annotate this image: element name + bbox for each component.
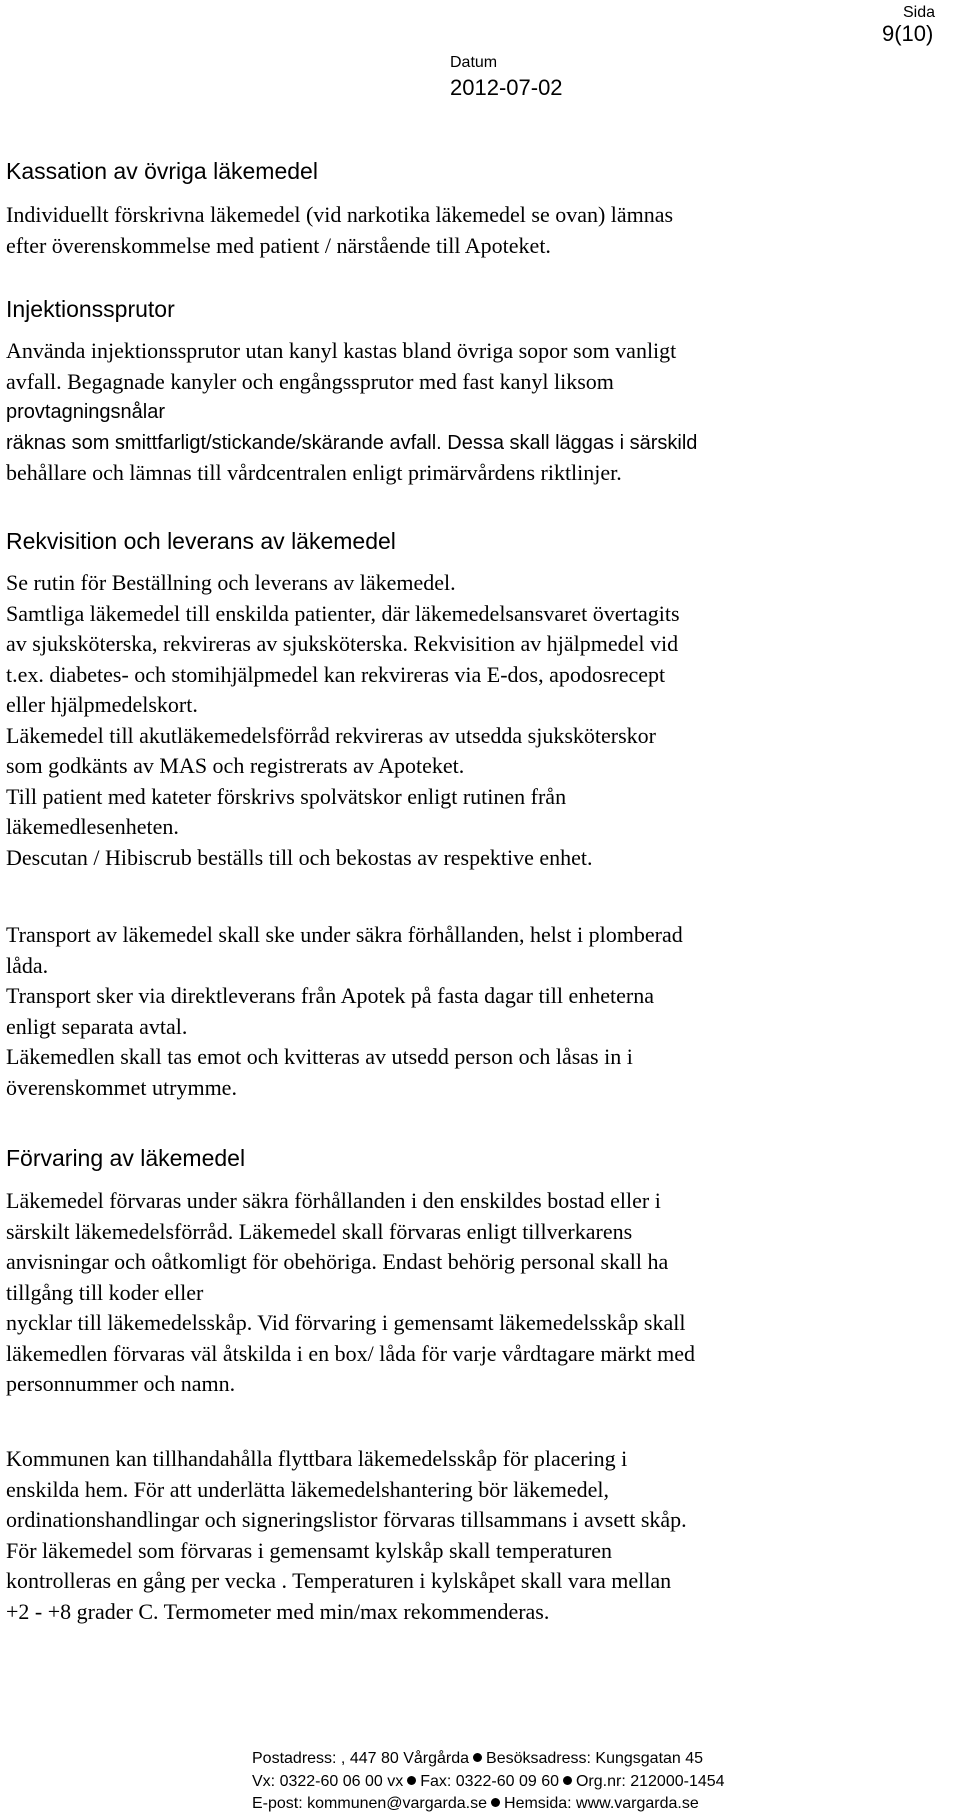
paragraph-injektionssprutor [6, 336, 697, 489]
visiting-address: Besöksadress: Kungsgatan 45 [486, 1750, 704, 1767]
text-line: anvisningar och oåtkomligt för obehöriga. Endast behörig personal skall ha [6, 1249, 669, 1274]
bullet-icon [563, 1776, 572, 1785]
text-line: läkemedlesenheten. [6, 814, 179, 839]
paragraph-transport [6, 920, 683, 1103]
text-line: överenskommet utrymme. [6, 1074, 237, 1100]
text-line: Transport av läkemedel skall ske under säkra förhållanden, helst i plomberad [6, 922, 683, 947]
heading-kassation: Kassation av övriga läkemedel [6, 158, 318, 184]
postal-address: Postadress: , 447 80 Vårgårda [252, 1750, 470, 1767]
text-line: Läkemedel till akutläkemedelsförråd rekvireras av utsedda sjuksköterskor [6, 722, 656, 748]
text-line: enskilda hem. För att underlätta läkemedelshantering bör läkemedel, [6, 1476, 609, 1502]
text-line: t.ex. diabetes- och stomihjälpmedel kan rekvireras via E-dos, apodosrecept [6, 661, 666, 687]
text-line: kontrolleras en gång per vecka . Temperaturen i kylskåpet skall vara mellan [6, 1568, 672, 1593]
text-line: Läkemedlen skall tas emot och kvitteras av utsedd person och låsas in i [6, 1044, 633, 1069]
text-line: Läkemedel förvaras under säkra förhållanden i den enskildes bostad eller i [6, 1188, 661, 1213]
text-line: särskilt läkemedelsförråd. Läkemedel skall förvaras enligt tillverkarens [6, 1218, 633, 1244]
text-line: läkemedlen förvaras väl åtskilda i en box/ låda för varje vårdtagare märkt med [6, 1340, 696, 1366]
text-line: För läkemedel som förvaras i gemensamt kylskåp skall temperaturen [6, 1537, 613, 1563]
text-line: av sjuksköterska, rekvireras av sjuksköterska. Rekvisition av hjälpmedel vid [6, 631, 679, 656]
footer [252, 1748, 725, 1816]
bullet-icon [407, 1776, 416, 1785]
text-line: Till patient med kateter förskrivs spolvätskor enligt rutinen från [6, 783, 567, 809]
text-line: avfall. Begagnade kanyler och engångssprutor med fast kanyl liksom [6, 368, 614, 394]
page-label: Sida [903, 4, 936, 21]
text-line: Samtliga läkemedel till enskilda patienter, där läkemedelsansvaret övertagits [6, 600, 680, 626]
paragraph-rekvisition [6, 568, 680, 873]
page-number: 9(10) [882, 21, 934, 46]
paragraph-kassation [6, 200, 673, 261]
heading-injektionssprutor: Injektionssprutor [6, 296, 175, 322]
text-line: tillgång till koder eller [6, 1279, 204, 1305]
fax-number: Fax: 0322-60 09 60 [420, 1772, 559, 1790]
paragraph-forvaring [6, 1186, 695, 1400]
text-line: Individuellt förskrivna läkemedel (vid narkotika läkemedel se ovan) lämnas [6, 202, 674, 227]
text-line: provtagningsnålar [6, 401, 165, 423]
text-line: ordinationshandlingar och signeringslistor förvaras tillsammans i avsett skåp. [6, 1507, 687, 1532]
text-line: Descutan / Hibiscrub beställs till och bekostas av respektive enhet. [6, 844, 593, 870]
text-line: Se rutin för Beställning och leverans av läkemedel. [6, 570, 456, 595]
text-line: räknas som smittfarligt/stickande/skärande avfall. Dessa skall läggas i särskild [6, 431, 698, 454]
bullet-icon [491, 1798, 500, 1807]
text-line: behållare och lämnas till vårdcentralen enligt primärvårdens riktlinjer. [6, 460, 622, 485]
footer-line-web [252, 1793, 725, 1816]
text-line: Använda injektionssprutor utan kanyl kastas bland övriga sopor som vanligt [6, 338, 677, 363]
document-date: 2012-07-02 [450, 75, 563, 100]
text-line: Transport sker via direktleverans från Apotek på fasta dagar till enheterna [6, 983, 654, 1008]
text-line: låda. [6, 952, 49, 978]
org-number: Org.nr: 212000-1454 [575, 1772, 725, 1790]
date-label: Datum [450, 54, 498, 71]
heading-rekvisition: Rekvisition och leverans av läkemedel [6, 528, 396, 554]
footer-line-address [252, 1748, 725, 1771]
text-line: eller hjälpmedelskort. [6, 692, 198, 717]
footer-line-phone [252, 1771, 725, 1794]
heading-forvaring: Förvaring av läkemedel [6, 1145, 246, 1171]
website-link[interactable]: Hemsida: www.vargarda.se [504, 1795, 699, 1812]
text-line: nycklar till läkemedelsskåp. Vid förvaring i gemensamt läkemedelsskåp skall [6, 1310, 686, 1335]
text-line: Kommunen kan tillhandahålla flyttbara läkemedelsskåp för placering i [6, 1446, 628, 1471]
text-line: enligt separata avtal. [6, 1013, 188, 1039]
email-link[interactable]: E-post: kommunen@vargarda.se [252, 1795, 488, 1812]
paragraph-forvaring-kylskap [6, 1444, 687, 1627]
text-line: som godkänts av MAS och registrerats av Apoteket. [6, 753, 465, 778]
phone-number: Vx: 0322-60 06 00 vx [252, 1772, 404, 1790]
bullet-icon [473, 1753, 482, 1762]
text-line: +2 - +8 grader C. Termometer med min/max rekommenderas. [6, 1598, 550, 1624]
text-line: personnummer och namn. [6, 1371, 236, 1396]
text-line: efter överenskommelse med patient / närstående till Apoteket. [6, 232, 551, 258]
